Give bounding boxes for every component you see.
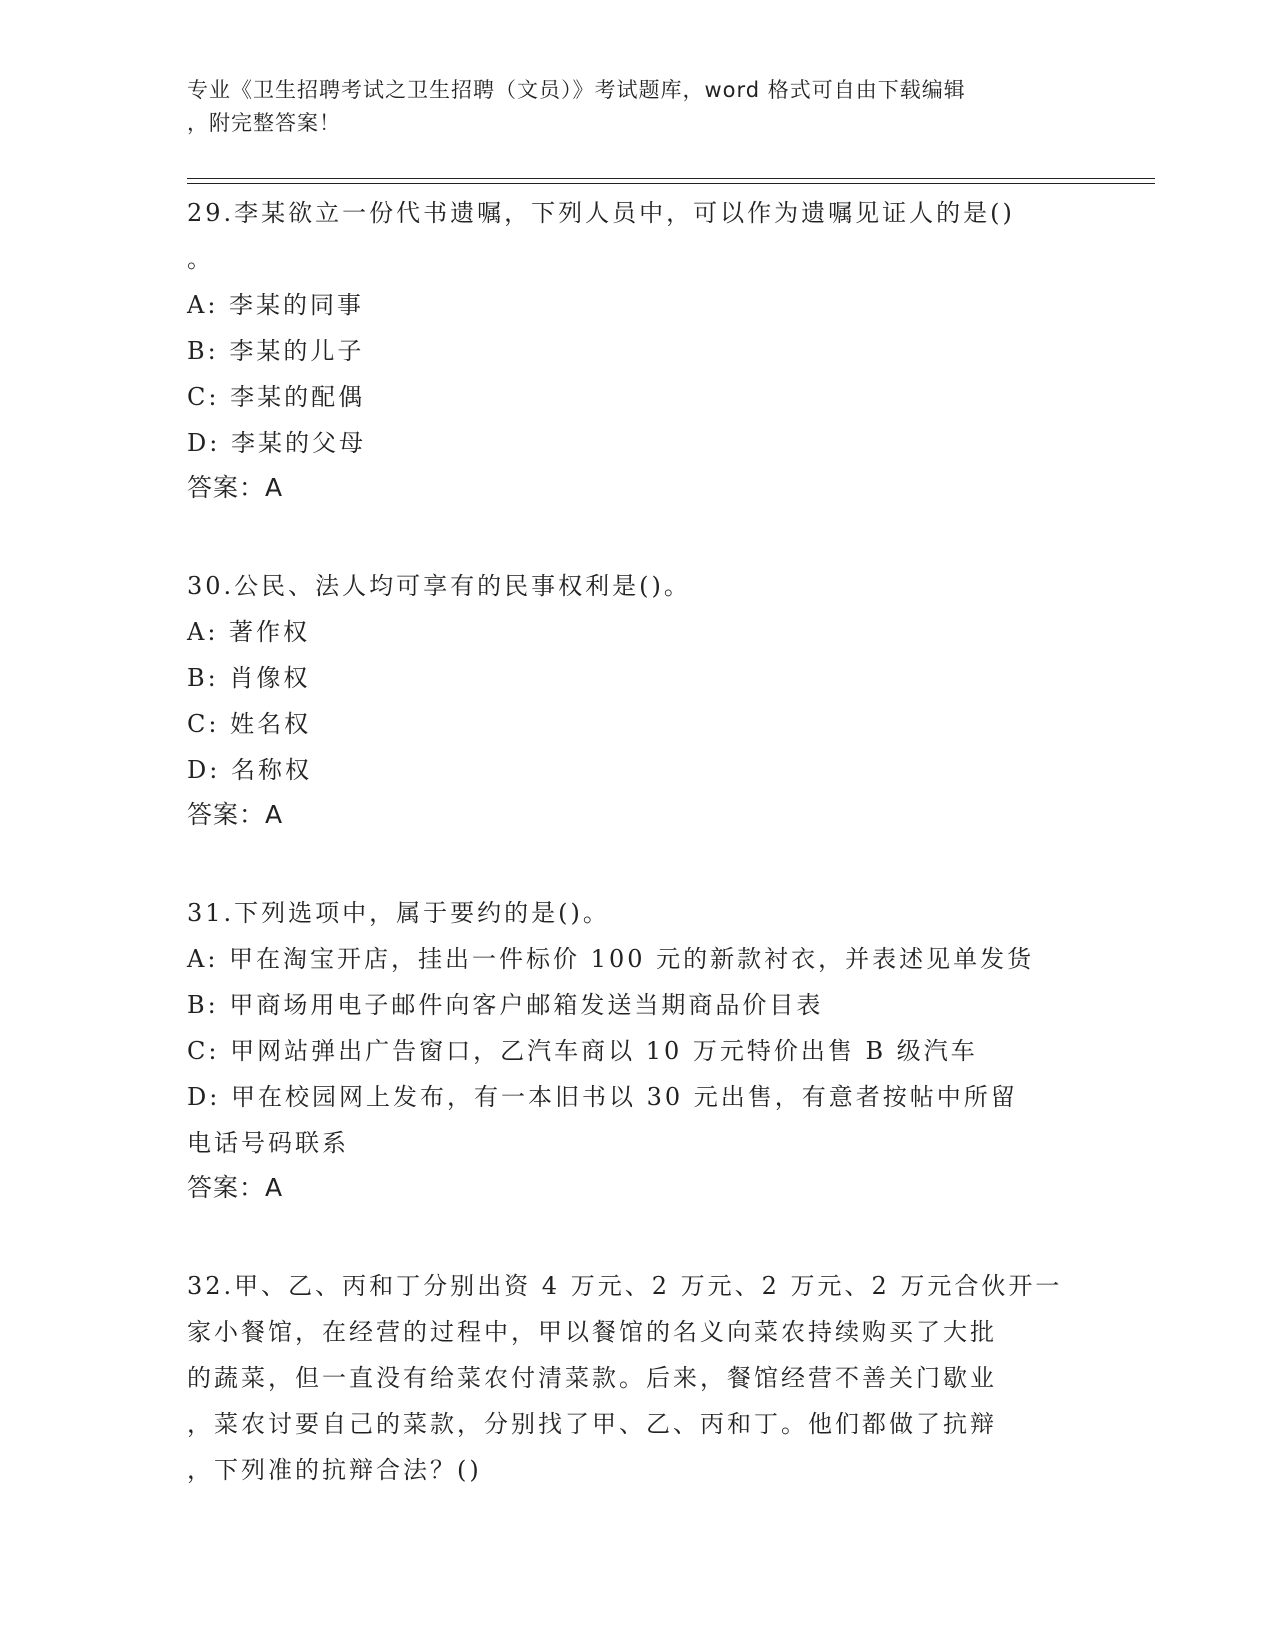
option-d: D: 名称权 [187, 756, 312, 784]
answer-line: 答案：A [187, 473, 284, 502]
question-32 [187, 1263, 1087, 1493]
header-divider-bottom [187, 183, 1155, 184]
answer-line: 答案：A [187, 800, 284, 829]
option-a: A: 著作权 [187, 618, 311, 646]
option-c: C: 李某的配偶 [187, 383, 366, 411]
option-d: D: 甲在校园网上发布，有一本旧书以 30 元出售，有意者按帖中所留 [187, 1083, 1018, 1111]
option-d: D: 李某的父母 [187, 429, 366, 457]
question-text-line: ，下列准的抗辩合法？() [187, 1456, 482, 1484]
question-text-line: 31.下列选项中，属于要约的是()。 [187, 899, 610, 927]
question-text-line: 32.甲、乙、丙和丁分别出资 4 万元、2 万元、2 万元、2 万元合伙开一 [187, 1272, 1063, 1300]
document-header [187, 74, 1067, 140]
question-spacer [187, 837, 1087, 890]
answer-line: 答案：A [187, 1173, 284, 1202]
header-line-2: ，附完整答案！ [187, 111, 341, 135]
question-text-line: 的蔬菜，但一直没有给菜农付清菜款。后来，餐馆经营不善关门歇业 [187, 1364, 997, 1392]
question-31 [187, 890, 1087, 1210]
question-text-line: 。 [187, 245, 214, 273]
question-30 [187, 563, 1087, 837]
question-text-line: 30.公民、法人均可享有的民事权利是()。 [187, 572, 691, 600]
question-list [187, 190, 1087, 1493]
option-b: B: 肖像权 [187, 664, 311, 692]
header-line-1: 专业《卫生招聘考试之卫生招聘（文员）》考试题库，word 格式可自由下载编辑 [187, 78, 966, 102]
option-b: B: 甲商场用电子邮件向客户邮箱发送当期商品价目表 [187, 991, 824, 1019]
question-spacer [187, 1210, 1087, 1263]
header-divider-top [187, 178, 1155, 179]
question-text-line: 家小餐馆，在经营的过程中，甲以餐馆的名义向菜农持续购买了大批 [187, 1318, 997, 1346]
question-text-line: ，菜农讨要自己的菜款，分别找了甲、乙、丙和丁。他们都做了抗辩 [187, 1410, 997, 1438]
option-c: C: 甲网站弹出广告窗口，乙汽车商以 10 万元特价出售 B 级汽车 [187, 1037, 978, 1065]
option-a: A: 甲在淘宝开店，挂出一件标价 100 元的新款衬衣，并表述见单发货 [187, 945, 1035, 973]
question-spacer [187, 510, 1087, 563]
question-29 [187, 190, 1087, 510]
option-d-continued: 电话号码联系 [187, 1129, 349, 1157]
option-b: B: 李某的儿子 [187, 337, 365, 365]
option-c: C: 姓名权 [187, 710, 312, 738]
option-a: A: 李某的同事 [187, 291, 365, 319]
question-text-line: 29.李某欲立一份代书遗嘱，下列人员中，可以作为遗嘱见证人的是() [187, 199, 1015, 227]
